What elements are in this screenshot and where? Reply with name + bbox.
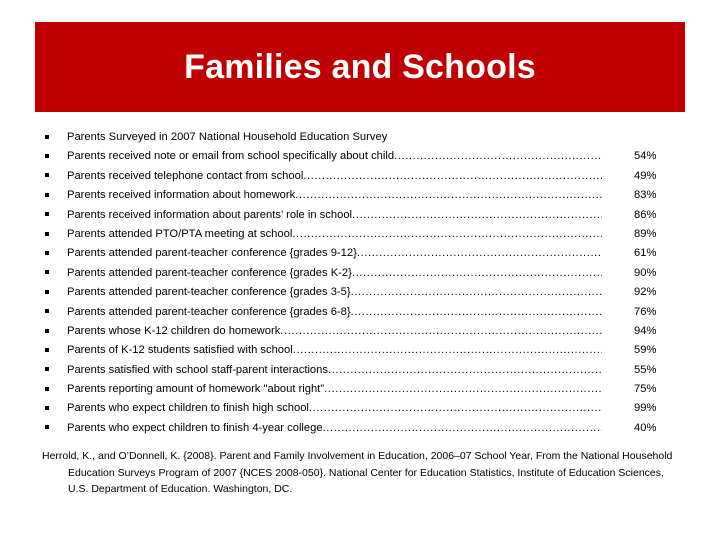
list-item-body	[67, 361, 602, 380]
dot-leader	[352, 264, 602, 283]
list-item	[40, 322, 680, 341]
bullet-square-icon	[40, 206, 67, 225]
list-item-percent: 99%	[634, 402, 657, 415]
list-item-label: Parents who expect children to finish 4-year college	[67, 421, 323, 434]
bullet-square-icon	[40, 128, 67, 147]
bullet-square-icon	[40, 303, 67, 322]
list-item	[40, 186, 680, 205]
list-item-label: Parents attended parent-teacher conference {grades 9-12}	[67, 247, 357, 260]
list-item-percent: 92%	[634, 286, 657, 299]
list-item-body	[67, 244, 602, 263]
dot-leader	[323, 419, 602, 438]
list-item-label: Parents received telephone contact from school	[67, 169, 304, 182]
list-item-percent: 59%	[634, 344, 657, 357]
bullet-square-icon	[40, 399, 67, 418]
bullet-square-icon	[40, 341, 67, 360]
list-item-label: Parents received note or email from school specifically about child	[67, 150, 395, 163]
dot-leader	[309, 399, 602, 418]
list-item	[40, 283, 680, 302]
list-item-percent: 76%	[634, 305, 657, 318]
list-item-body	[67, 206, 602, 225]
list-item	[40, 167, 680, 186]
list-item	[40, 303, 680, 322]
dot-leader	[352, 206, 602, 225]
list-item-label: Parents satisfied with school staff-parent interactions	[67, 363, 328, 376]
dot-leader	[293, 341, 602, 360]
list-item-label: Parents who expect children to finish high school	[67, 402, 309, 415]
list-item-percent: 49%	[634, 169, 657, 182]
list-item	[40, 206, 680, 225]
dot-leader	[303, 167, 602, 186]
list-item-percent: 75%	[634, 383, 657, 396]
list-item-percent: 89%	[634, 227, 657, 240]
bullet-square-icon	[40, 244, 67, 263]
list-item-percent: 83%	[634, 189, 657, 202]
bullet-square-icon	[40, 283, 67, 302]
list-item-label: Parents received information about homework	[67, 189, 296, 202]
list-item-body	[67, 264, 602, 283]
list-item	[40, 264, 680, 283]
list-item	[40, 419, 680, 438]
list-item	[40, 225, 680, 244]
bullet-square-icon	[40, 322, 67, 341]
list-item	[40, 380, 680, 399]
list-item-label: Parents attended parent-teacher conference {grades 6-8}	[67, 305, 351, 318]
list-item	[40, 128, 680, 147]
list-item-body	[67, 303, 602, 322]
list-item-label: Parents of K-12 students satisfied with school	[67, 344, 293, 357]
list-item-body	[67, 128, 602, 147]
list-item-percent: 90%	[634, 266, 657, 279]
list-item-body	[67, 341, 602, 360]
bullet-square-icon	[40, 361, 67, 380]
bullet-square-icon	[40, 225, 67, 244]
dot-leader	[328, 361, 602, 380]
list-item-body	[67, 186, 602, 205]
bullet-square-icon	[40, 380, 67, 399]
dot-leader	[295, 186, 602, 205]
list-item	[40, 244, 680, 263]
title-banner	[35, 22, 685, 112]
list-item	[40, 361, 680, 380]
dot-leader	[292, 225, 602, 244]
list-item-body	[67, 419, 602, 438]
list-item	[40, 341, 680, 360]
dot-leader	[351, 303, 602, 322]
list-item-label: Parents attended parent-teacher conference {grades 3-5}	[67, 286, 351, 299]
list-item-label: Parents whose K-12 children do homework	[67, 324, 281, 337]
list-item-percent: 61%	[634, 247, 657, 260]
list-item-label: Parents reporting amount of homework "about right”	[67, 383, 325, 396]
citation-text: Herrold, K., and O’Donnell, K. {2008}. Parent and Family Involvement in Education, 2006–07 School Year, From the National Household Education Surveys Program of 2007 {NCES 2008-050}. National Center for Education Statistics, Institute of Education Sciences, U.S. Department of Education. Washington, DC.	[42, 450, 673, 496]
list-item-body	[67, 380, 602, 399]
list-item	[40, 399, 680, 418]
list-item	[40, 147, 680, 166]
dot-leader	[357, 244, 602, 263]
list-item-body	[67, 167, 602, 186]
list-item-percent: 55%	[634, 363, 657, 376]
list-item-body	[67, 283, 602, 302]
list-item-body	[67, 399, 602, 418]
bullet-square-icon	[40, 264, 67, 283]
citation-block	[42, 448, 687, 498]
bullet-square-icon	[40, 167, 67, 186]
dot-leader	[324, 380, 602, 399]
dot-leader	[394, 147, 602, 166]
dot-leader	[351, 283, 602, 302]
list-item-body	[67, 225, 602, 244]
bullet-list	[40, 128, 680, 438]
list-item-percent: 94%	[634, 324, 657, 337]
list-item-label: Parents received information about parents’ role in school	[67, 208, 353, 221]
bullet-square-icon	[40, 186, 67, 205]
list-item-body	[67, 147, 602, 166]
bullet-square-icon	[40, 419, 67, 438]
page-title: Families and Schools	[184, 48, 536, 86]
bullet-square-icon	[40, 147, 67, 166]
list-item-percent: 86%	[634, 208, 657, 221]
list-item-label: Parents attended parent-teacher conference {grades K-2}	[67, 266, 352, 279]
dot-leader	[280, 322, 602, 341]
list-item-label: Parents Surveyed in 2007 National Household Education Survey	[67, 131, 388, 143]
list-item-body	[67, 322, 602, 341]
list-item-percent: 54%	[634, 150, 657, 163]
list-item-percent: 40%	[634, 421, 657, 434]
list-item-label: Parents attended PTO/PTA meeting at school	[67, 227, 293, 240]
